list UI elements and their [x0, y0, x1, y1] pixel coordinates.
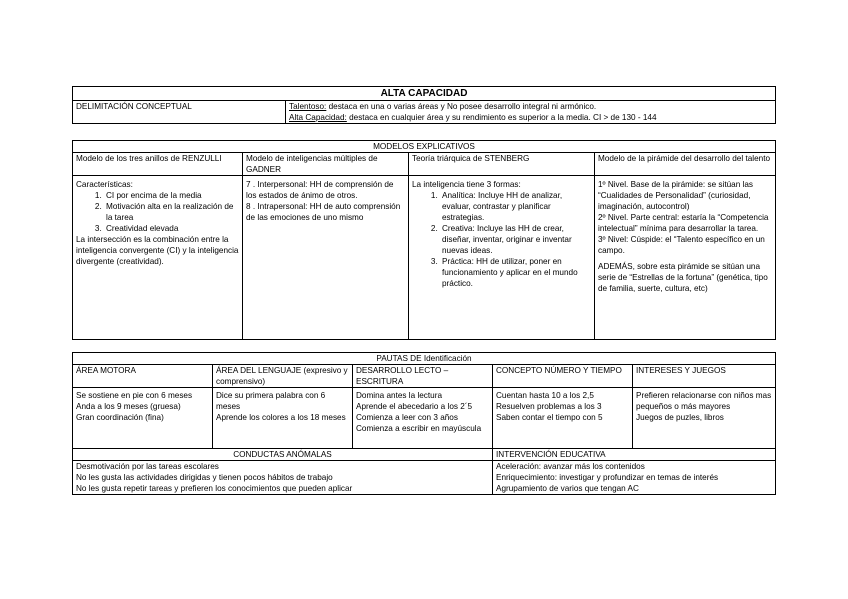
- list-item: No les gusta repetir tareas y prefieren los conocimientos que pueden aplicar: [76, 484, 353, 493]
- list-item: Enriquecimiento: investigar y profundizar en temas de interés: [496, 473, 719, 482]
- list-item: Se sostiene en pie con 6 meses: [76, 391, 193, 400]
- list-item: 2. Creativa: Incluye las HH de crear, diseñar, inventar, originar e inventar nuevas ideas.: [440, 223, 591, 256]
- list-item: 1. Analítica: Incluye HH de analizar, evaluar, contrastar y planificar estrategias.: [440, 190, 591, 223]
- list-item: Desmotivación por las tareas escolares: [76, 462, 219, 471]
- pautas-identificacion-table: [72, 352, 776, 495]
- header-numero-tiempo: CONCEPTO NÚMERO Y TIEMPO: [493, 365, 633, 388]
- piramide-nivel-1: 1º Nivel. Base de la pirámide: se sitúan las “Cualidades de Personalidad” (curiosidad, imaginación, autocontrol): [598, 180, 753, 211]
- piramide-ademas: ADEMÁS, sobre esta pirámide se sitúan una serie de “Estrellas de la fortuna” (genética, tipo de familia, suerte, cultura, etc): [598, 262, 768, 293]
- header-area-lenguaje: ÁREA DEL LENGUAJE (expresivo y comprensivo): [213, 365, 353, 388]
- stenberg-cell: [409, 176, 595, 340]
- list-item: 3. Creatividad elevada: [104, 223, 239, 234]
- renzulli-outro: La intersección es la combinación entre la inteligencia convergente (CI) y la inteligencia divergente (creatividad).: [76, 235, 239, 266]
- intervencion-cell: [493, 461, 776, 495]
- talentoso-term: Talentoso:: [289, 102, 327, 111]
- list-item: Juegos de puzles, libros: [636, 413, 724, 422]
- gadner-interpersonal: 7 . Interpersonal: HH de comprensión de los estados de ánimo de otros.: [246, 180, 394, 200]
- list-item: Gran coordinación (fina): [76, 413, 164, 422]
- piramide-cell: [595, 176, 776, 340]
- talentoso-text: destaca en una o varias áreas y No posee desarrollo integral ni armónico.: [326, 102, 597, 111]
- renzulli-intro: Características:: [76, 180, 133, 189]
- list-item: No les gusta las actividades dirigidas y tienen pocos hábitos de trabajo: [76, 473, 333, 482]
- list-item: Aprende los colores a los 18 meses: [216, 413, 346, 422]
- list-item: Cuentan hasta 10 a los 2,5: [496, 391, 594, 400]
- lecto-cell: [353, 388, 493, 449]
- conductas-cell: [73, 461, 493, 495]
- delimitacion-content: [286, 101, 776, 124]
- list-item: 3. Práctica: HH de utilizar, poner en funcionamiento y aplicar en el mundo práctico.: [440, 256, 591, 289]
- modelos-explicativos-table: [72, 140, 776, 340]
- list-item: 1. CI por encima de la media: [104, 190, 239, 201]
- list-item: Aprende el abecedario a los 2´5: [356, 402, 473, 411]
- piramide-nivel-3: 3º Nivel: Cúspide: el “Talento específico en un campo.: [598, 235, 765, 255]
- pautas-title: PAUTAS DE Identificación: [73, 353, 776, 365]
- list-item: Agrupamiento de varios que tengan AC: [496, 484, 639, 493]
- alta-capacidad-term: Alta Capacidad:: [289, 113, 347, 122]
- header-area-motora: ÁREA MOTORA: [73, 365, 213, 388]
- gadner-cell: [243, 176, 409, 340]
- stenberg-intro: La inteligencia tiene 3 formas:: [412, 180, 521, 189]
- list-item: Prefieren relacionarse con niños mas pequeños o más mayores: [636, 391, 772, 411]
- list-item: 2. Motivación alta en la realización de la tarea: [104, 201, 239, 223]
- lenguaje-cell: [213, 388, 353, 449]
- gadner-intrapersonal: 8 . Intrapersonal: HH de auto comprensión de las emociones de uno mismo: [246, 202, 401, 222]
- renzulli-cell: [73, 176, 243, 340]
- header-piramide: Modelo de la pirámide del desarrollo del talento: [595, 153, 776, 176]
- list-item: Anda a los 9 meses (gruesa): [76, 402, 181, 411]
- piramide-nivel-2: 2º Nivel. Parte central: estaría la “Competencia intelectual” mínima para desarrollar la tarea.: [598, 213, 769, 233]
- header-renzulli: Modelo de los tres anillos de RENZULLI: [73, 153, 243, 176]
- header-stenberg: Teoría triárquica de STENBERG: [409, 153, 595, 176]
- header-gadner: Modelo de inteligencias múltiples de GADNER: [243, 153, 409, 176]
- alta-capacidad-table: [72, 86, 776, 124]
- alta-capacidad-title: ALTA CAPACIDAD: [73, 87, 776, 101]
- list-item: Domina antes la lectura: [356, 391, 443, 400]
- list-item: Aceleración: avanzar más los contenidos: [496, 462, 645, 471]
- alta-capacidad-text: destaca en cualquier área y su rendimiento es superior a la media. CI > de 130 - 144: [346, 113, 657, 122]
- list-item: Dice su primera palabra con 6 meses: [216, 391, 326, 411]
- modelos-title: MODELOS EXPLICATIVOS: [73, 141, 776, 153]
- delimitacion-label: DELIMITACIÓN CONCEPTUAL: [73, 101, 286, 124]
- renzulli-list: [76, 190, 239, 234]
- list-item: Resuelven problemas a los 3: [496, 402, 602, 411]
- list-item: Comienza a leer con 3 años: [356, 413, 458, 422]
- header-lecto-escritura: DESARROLLO LECTO – ESCRITURA: [353, 365, 493, 388]
- list-item: Saben contar el tiempo con 5: [496, 413, 603, 422]
- intereses-cell: [633, 388, 776, 449]
- intervencion-title: INTERVENCIÓN EDUCATIVA: [493, 449, 776, 461]
- motora-cell: [73, 388, 213, 449]
- list-item: Comienza a escribir en mayúscula: [356, 424, 482, 433]
- conductas-title: CONDUCTAS ANÓMALAS: [73, 449, 493, 461]
- stenberg-list: [412, 190, 591, 289]
- numero-cell: [493, 388, 633, 449]
- header-intereses-juegos: INTERESES Y JUEGOS: [633, 365, 776, 388]
